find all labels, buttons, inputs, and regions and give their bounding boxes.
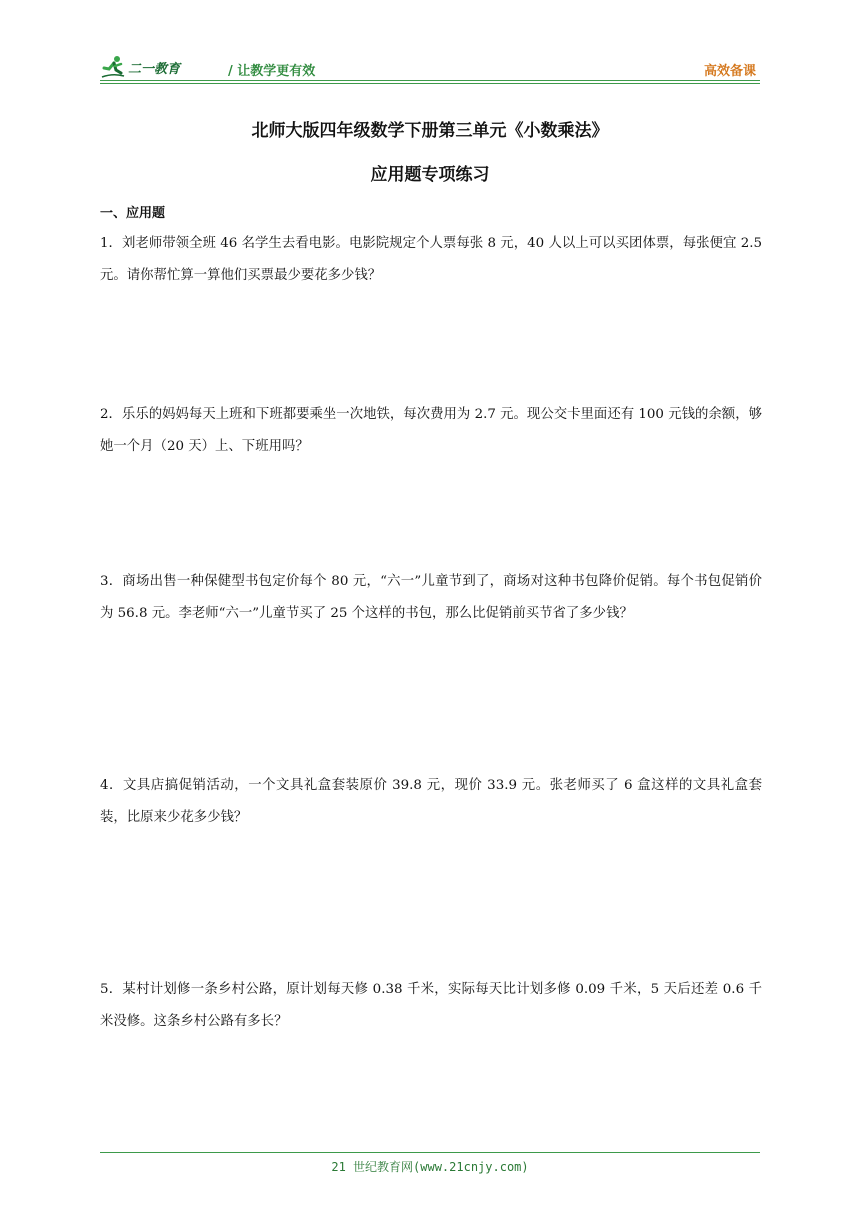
header-divider-thin: [100, 83, 760, 84]
footer-divider: [100, 1152, 760, 1153]
question-2: 2．乐乐的妈妈每天上班和下班都要乘坐一次地铁，每次费用为 2.7 元。现公交卡里面还有 100 元钱的余额，够她一个月（20 天）上、下班用吗？: [100, 407, 762, 454]
logo-text: 二一教育: [128, 61, 181, 77]
page-footer: 21 世纪教育网(www.21cnjy.com): [331, 1160, 529, 1174]
page-header: [100, 52, 760, 82]
question-5: 5．某村计划修一条乡村公路，原计划每天修 0.38 千米，实际每天比计划多修 0.09 千米，5 天后还差 0.6 千米没修。这条乡村公路有多长？: [100, 982, 762, 1029]
question-1: 1．刘老师带领全班 46 名学生去看电影。电影院规定个人票每张 8 元，40 人以上可以买团体票，每张便宜 2.5 元。请你帮忙算一算他们买票最少要花多少钱？: [100, 236, 762, 283]
question-4: 4．文具店搞促销活动，一个文具礼盒套装原价 39.8 元，现价 33.9 元。张老师买了 6 盒这样的文具礼盒套装，比原来少花多少钱？: [100, 778, 762, 825]
document-subtitle: 应用题专项练习: [370, 165, 490, 185]
brand-logo: [100, 52, 180, 82]
document-title: 北师大版四年级数学下册第三单元《小数乘法》: [251, 121, 609, 141]
header-divider: [100, 80, 760, 81]
section-heading: 一、应用题: [100, 206, 166, 221]
header-label: 高效备课: [703, 64, 756, 79]
header-slogan: / 让教学更有效: [228, 64, 316, 79]
runner-icon: [100, 54, 126, 80]
question-3: 3．商场出售一种保健型书包定价每个 80 元，“六一”儿童节到了，商场对这种书包降价促销。每个书包促销价为 56.8 元。李老师“六一”儿童节买了 25 个这样的书包，那么比促销前买节省了多少钱？: [100, 574, 762, 621]
